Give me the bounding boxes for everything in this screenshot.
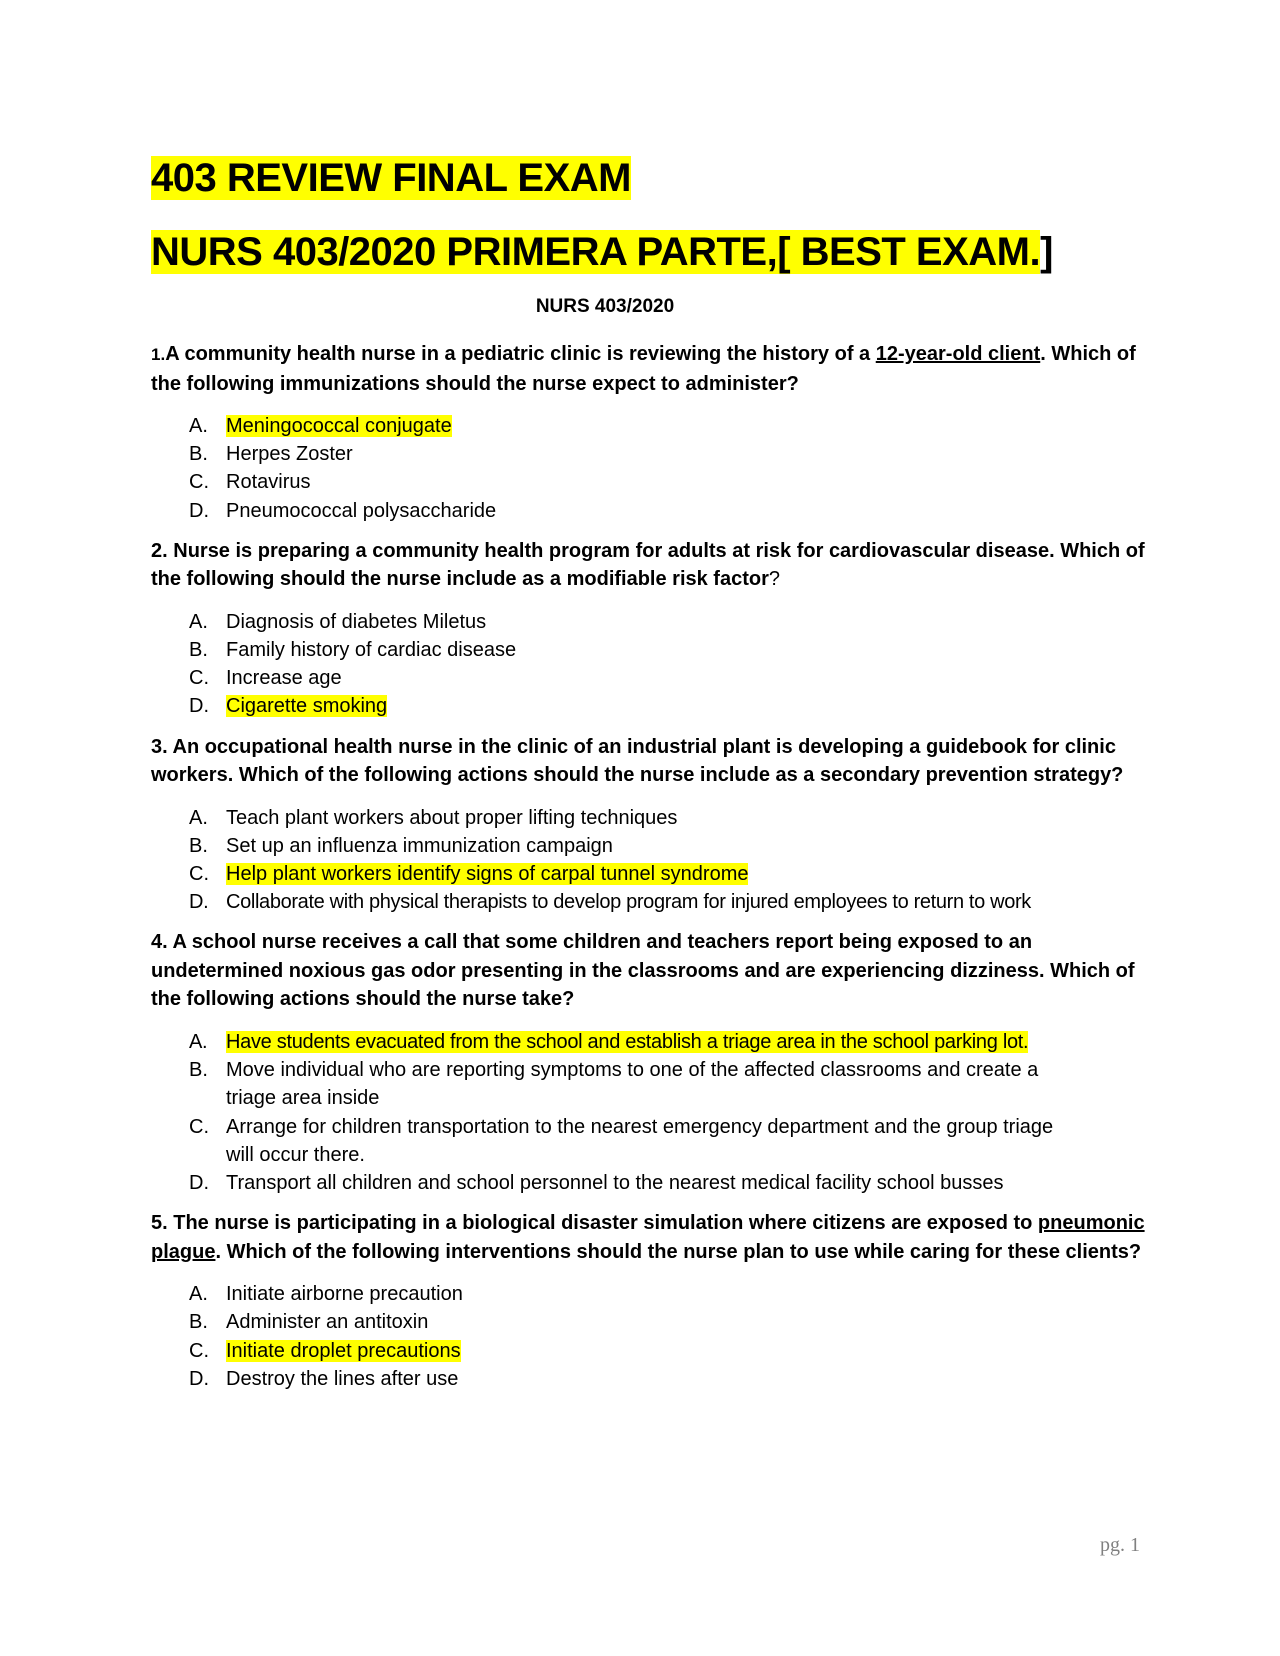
option-letter: A.	[189, 806, 208, 829]
option-a	[151, 412, 1151, 440]
option-text-correct: Initiate droplet precautions	[226, 1339, 461, 1362]
question-number: 5.	[151, 1212, 168, 1235]
option-text: Rotavirus	[226, 471, 311, 494]
option-d	[151, 1365, 1151, 1393]
option-c	[151, 468, 1151, 496]
title-line-1: 403 REVIEW FINAL EXAM	[151, 156, 631, 200]
option-text-correct: Have students evacuated from the school and establish a triage area in the school parking lot.	[226, 1030, 1029, 1053]
option-a	[151, 804, 1151, 832]
document-subtitle-heading	[151, 226, 1053, 278]
option-c	[151, 1337, 1151, 1365]
option-letter: A.	[189, 415, 208, 437]
option-b	[151, 1308, 1151, 1336]
option-letter: B.	[189, 834, 208, 857]
question-1-text	[151, 340, 1151, 398]
option-letter: C.	[189, 667, 209, 690]
option-a	[151, 1280, 1151, 1308]
page-number: pg. 1	[1100, 1534, 1140, 1556]
option-letter: D.	[189, 499, 209, 522]
option-text: Arrange for children transportation to the nearest emergency department and the group triage will occur there.	[226, 1115, 1054, 1166]
option-letter: D.	[189, 891, 209, 914]
title-line-2-highlighted: NURS 403/2020 PRIMERA PARTE,[ BEST EXAM.	[151, 230, 1041, 274]
question-5-options	[151, 1280, 1151, 1393]
option-b	[151, 832, 1151, 860]
option-letter: D.	[189, 1171, 209, 1194]
option-text: Teach plant workers about proper lifting techniques	[226, 806, 678, 829]
question-2-text	[151, 537, 1151, 594]
question-text: An occupational health nurse in the clinic of an industrial plant is developing a guidebook for clinic workers. Which of the following actions should the nurse include as a secondary prevention strategy?	[151, 735, 1124, 787]
option-text-correct: Cigarette smoking	[226, 695, 388, 718]
question-underlined-term: pneumonic plague	[151, 1212, 1145, 1263]
option-text: Move individual who are reporting symptoms to one of the affected classrooms and create a triage area inside	[226, 1059, 1039, 1110]
question-text: A community health nurse in a pediatric clinic is reviewing the history of a	[165, 343, 876, 365]
option-letter: A.	[189, 1283, 208, 1306]
course-code-heading: NURS 403/2020	[535, 296, 675, 317]
question-4-options	[151, 1028, 1151, 1197]
option-text: Pneumococcal polysaccharide	[226, 499, 497, 522]
option-letter: D.	[189, 1367, 209, 1390]
option-text-correct: Help plant workers identify signs of carpal tunnel syndrome	[226, 863, 749, 886]
question-underlined-term: 12-year-old client	[875, 343, 1041, 365]
option-a	[151, 608, 1151, 636]
question-1-options	[151, 412, 1151, 525]
option-letter: A.	[189, 1030, 208, 1053]
option-d	[151, 888, 1151, 916]
question-text-tail: ?	[768, 568, 780, 591]
option-c	[151, 1113, 1056, 1169]
question-number: 2.	[151, 539, 168, 562]
option-letter: A.	[189, 610, 208, 633]
option-text: Initiate airborne precaution	[226, 1283, 463, 1306]
option-a	[151, 1028, 1151, 1056]
option-c	[151, 664, 1151, 692]
option-letter: C.	[189, 471, 209, 494]
option-text-correct: Meningococcal conjugate	[226, 415, 452, 437]
option-letter: C.	[189, 1115, 209, 1138]
option-d	[151, 1169, 1151, 1197]
option-b	[151, 636, 1151, 664]
question-list	[151, 340, 1151, 1405]
question-5-text	[151, 1209, 1151, 1266]
option-letter: C.	[189, 863, 209, 886]
option-letter: C.	[189, 1339, 209, 1362]
question-3-text	[151, 733, 1151, 790]
option-text: Transport all children and school personnel to the nearest medical facility school busses	[226, 1171, 1004, 1194]
option-d	[151, 497, 1151, 525]
option-letter: B.	[189, 639, 208, 662]
option-letter: B.	[189, 1311, 208, 1334]
question-number: 1.	[151, 345, 166, 364]
title-line-2-tail: ]	[1040, 230, 1053, 274]
option-b	[151, 440, 1151, 468]
option-text: Collaborate with physical therapists to develop program for injured employees to return to work	[226, 891, 1031, 914]
question-text: The nurse is participating in a biological disaster simulation where citizens are exposed to	[167, 1212, 1038, 1235]
option-letter: D.	[189, 695, 209, 718]
question-text-continued: . Which of the following interventions should the nurse plan to use while caring for these clients?	[215, 1240, 1142, 1263]
question-number: 4.	[151, 931, 168, 954]
question-text: A school nurse receives a call that some children and teachers report being exposed to an undetermined noxious gas odor presenting in the classrooms and are experiencing dizziness. Which of the following actions should the nurse take?	[151, 931, 1135, 1011]
option-text: Diagnosis of diabetes Miletus	[226, 610, 487, 633]
option-text: Herpes Zoster	[226, 443, 353, 466]
option-text: Set up an influenza immunization campaign	[226, 834, 613, 857]
option-text: Administer an antitoxin	[226, 1311, 429, 1334]
option-text: Destroy the lines after use	[226, 1367, 459, 1390]
question-text: Nurse is preparing a community health program for adults at risk for cardiovascular disease. Which of the following should the nurse include as a modifiable risk factor	[151, 539, 1145, 591]
option-b	[151, 1056, 1056, 1112]
option-d	[151, 692, 1151, 720]
option-letter: B.	[189, 1059, 208, 1082]
question-text-continued: . Which of the following immunizations should the nurse expect to administer?	[151, 343, 1136, 395]
option-c	[151, 860, 1151, 888]
document-title	[151, 152, 631, 204]
question-2-options	[151, 608, 1151, 721]
question-number: 3.	[151, 735, 168, 758]
question-4-text	[151, 928, 1151, 1014]
question-3-options	[151, 804, 1151, 917]
option-letter: B.	[189, 443, 208, 466]
option-text: Family history of cardiac disease	[226, 639, 517, 662]
option-text: Increase age	[226, 667, 342, 690]
